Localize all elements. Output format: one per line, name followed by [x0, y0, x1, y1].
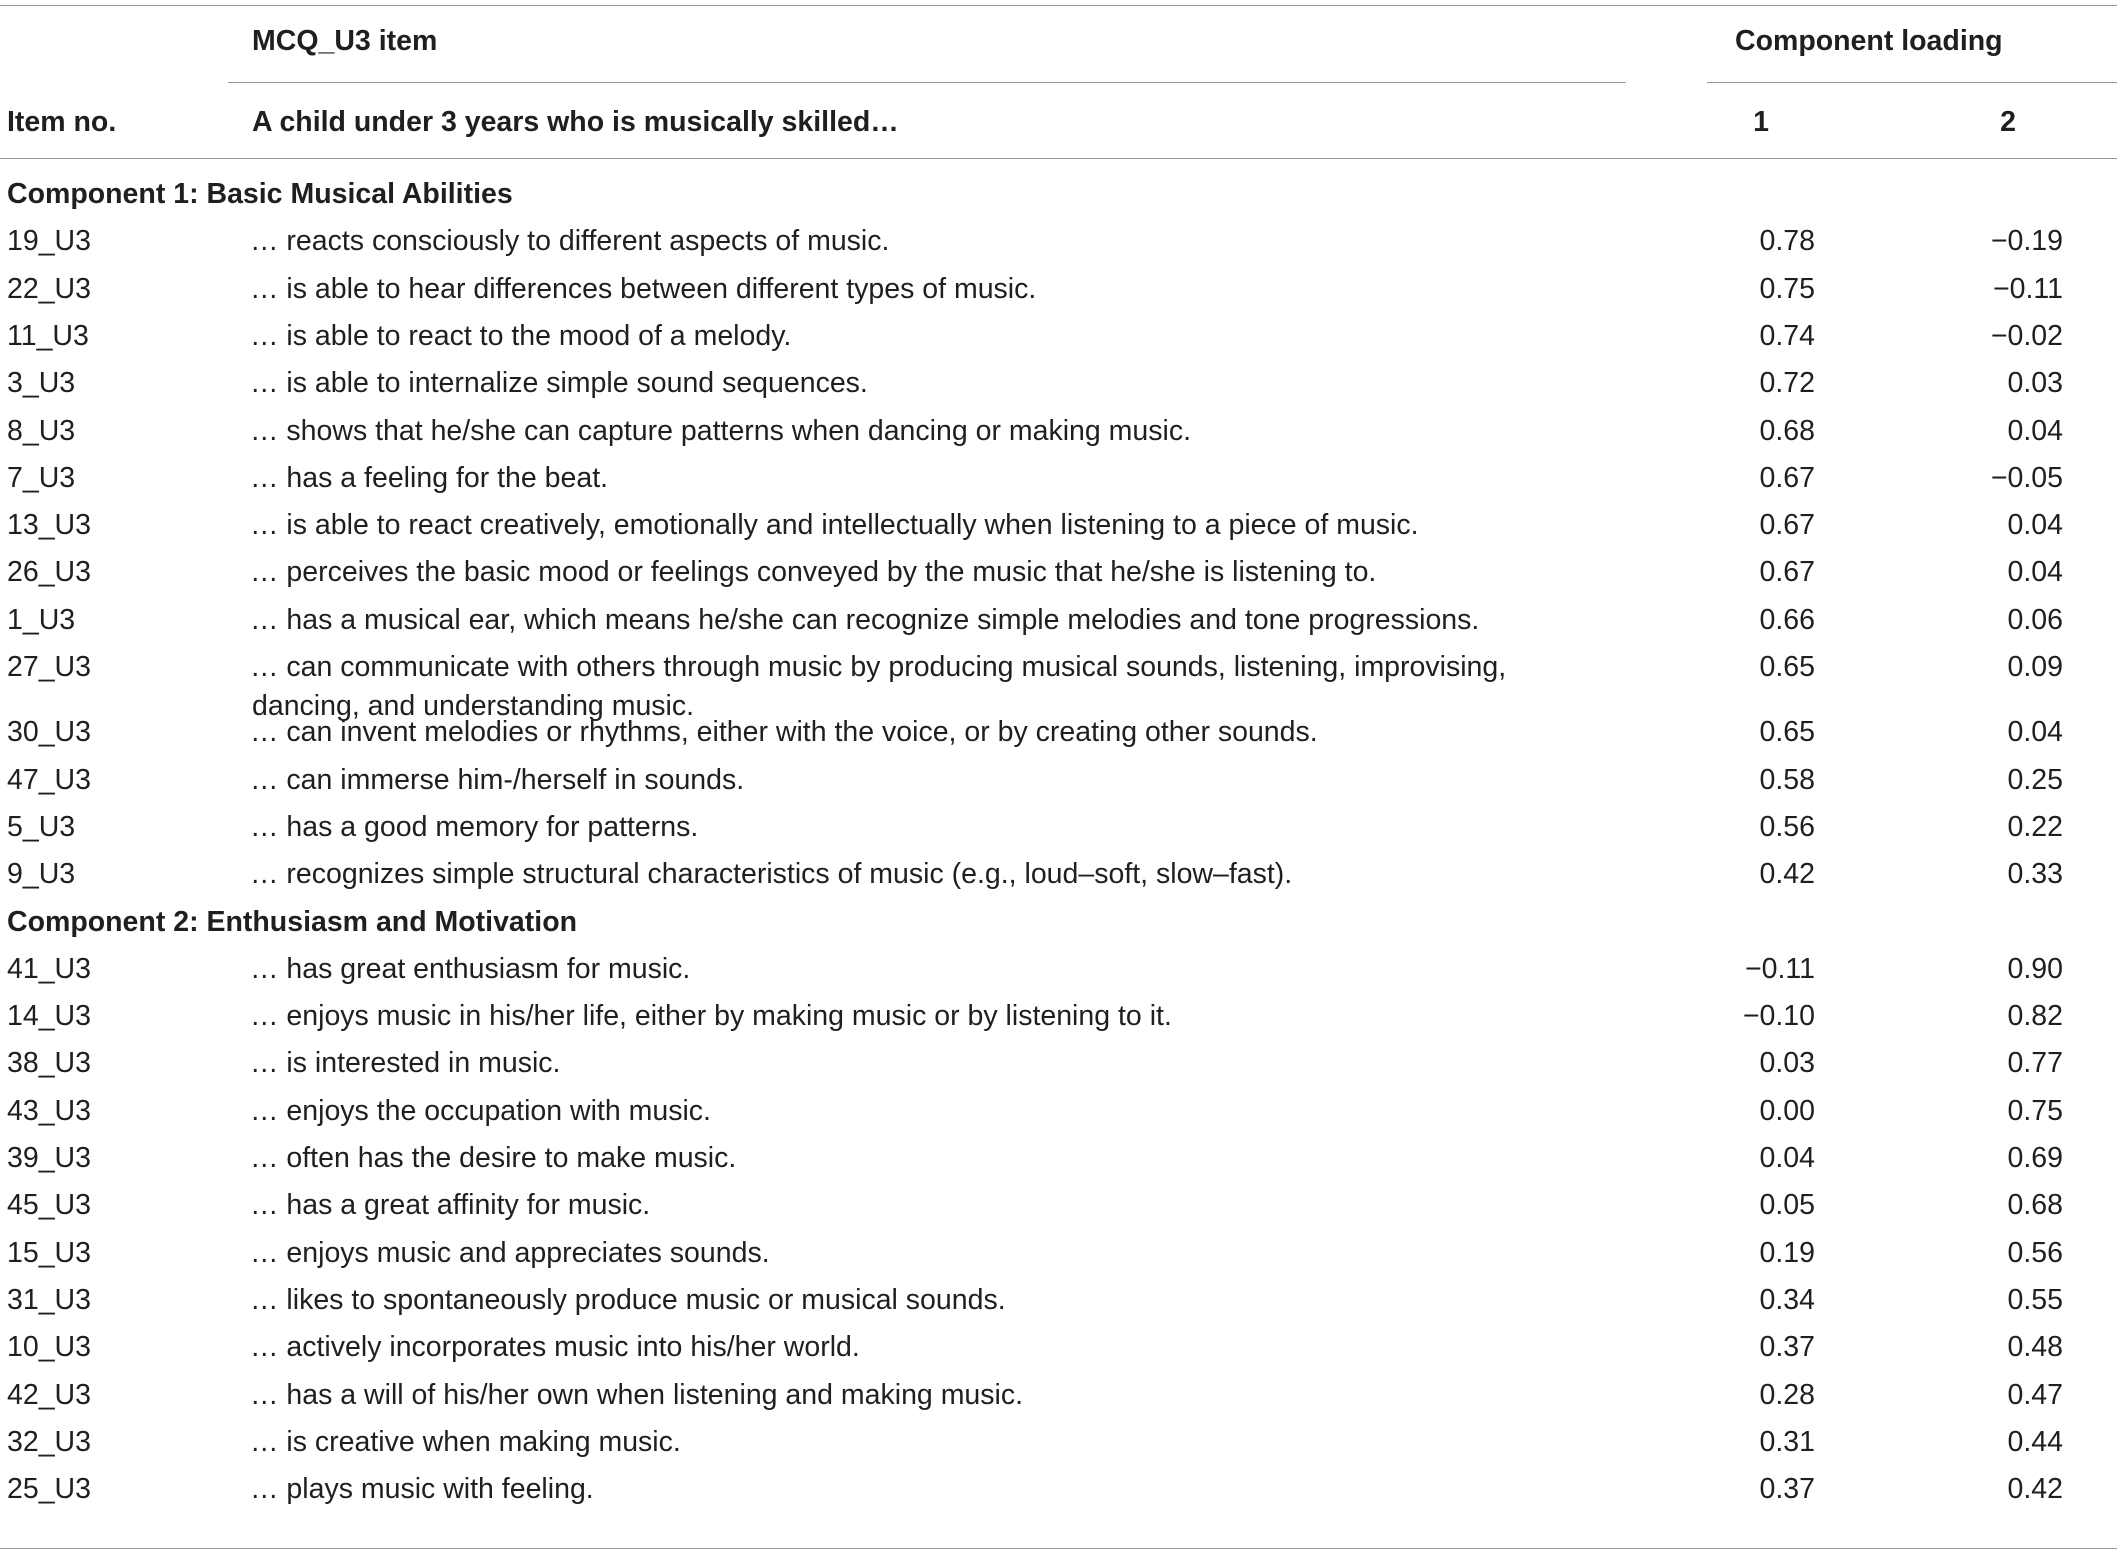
table-row [0, 1423, 2117, 1470]
item-number: 15_U3 [7, 1236, 91, 1269]
loading-value: 0.04 [2007, 716, 2063, 749]
table-row [0, 1092, 2117, 1139]
table-row [0, 1234, 2117, 1281]
table-row [0, 317, 2117, 364]
table-row [0, 808, 2117, 855]
header-item-stem: A child under 3 years who is musically skilled… [252, 106, 899, 138]
item-number: 7_U3 [7, 461, 76, 494]
item-number: 45_U3 [7, 1189, 91, 1222]
loading-value: 0.04 [2007, 414, 2063, 447]
loading-value: 0.03 [1759, 1047, 1815, 1080]
item-number: 31_U3 [7, 1283, 91, 1316]
table-row [0, 648, 2117, 722]
loading-value: 0.37 [1759, 1331, 1815, 1364]
loading-value: 0.78 [1759, 225, 1815, 258]
loading-value: 0.55 [2007, 1283, 2063, 1316]
loading-value: 0.37 [1759, 1473, 1815, 1506]
item-number: 42_U3 [7, 1378, 91, 1411]
item-text: … has a great affinity for music. [250, 1189, 651, 1222]
item-number: 19_U3 [7, 225, 91, 258]
loading-value: 0.77 [2007, 1047, 2063, 1080]
item-text: … enjoys the occupation with music. [250, 1094, 711, 1127]
header-item-column-title: MCQ_U3 item [252, 25, 438, 57]
item-text: … often has the desire to make music. [250, 1142, 737, 1174]
item-number: 22_U3 [7, 272, 91, 305]
loading-value: 0.33 [2007, 858, 2063, 891]
loading-value: 0.05 [1759, 1189, 1815, 1222]
section-title: Component 1: Basic Musical Abilities [7, 178, 513, 210]
table-row [0, 855, 2117, 902]
table-bottom-rule [0, 1548, 2117, 1549]
item-text: … is able to react to the mood of a melody. [250, 319, 792, 352]
item-text: … has a will of his/her own when listening and making music. [250, 1378, 1024, 1411]
loading-value: 0.66 [1759, 603, 1815, 636]
table-row [0, 601, 2117, 648]
table-row [0, 761, 2117, 808]
item-text: … likes to spontaneously produce music or musical sounds. [250, 1283, 1006, 1316]
item-text: … can immerse him-/herself in sounds. [250, 763, 745, 796]
item-text: … has great enthusiasm for music. [250, 952, 691, 985]
table-row [0, 997, 2117, 1044]
table-row [0, 222, 2117, 269]
item-text: … can invent melodies or rhythms, either with the voice, or by creating other sounds. [250, 716, 1318, 749]
loading-value: 0.58 [1759, 763, 1815, 796]
loading-value: 0.09 [2007, 651, 2063, 683]
loading-value: 0.42 [2007, 1473, 2063, 1506]
header-component-1: 1 [1753, 106, 1769, 138]
loading-value: 0.48 [2007, 1331, 2063, 1364]
loading-value: 0.68 [1759, 414, 1815, 447]
item-text: … plays music with feeling. [250, 1473, 594, 1506]
table-row [0, 1281, 2117, 1328]
loading-value: 0.42 [1759, 858, 1815, 891]
item-text: … shows that he/she can capture patterns when dancing or making music. [250, 414, 1192, 447]
loading-value: 0.69 [2007, 1142, 2063, 1174]
item-number: 38_U3 [7, 1047, 91, 1080]
item-text: … has a feeling for the beat. [250, 461, 609, 494]
item-number: 32_U3 [7, 1425, 91, 1458]
loading-value: 0.72 [1759, 367, 1815, 400]
item-number: 3_U3 [7, 367, 76, 400]
header-component-2: 2 [2000, 106, 2016, 138]
loading-value: 0.65 [1759, 716, 1815, 749]
table-row [0, 364, 2117, 411]
item-text: … has a musical ear, which means he/she can recognize simple melodies and tone progressions. [250, 603, 1480, 636]
item-number: 9_U3 [7, 858, 76, 891]
loading-value: 0.28 [1759, 1378, 1815, 1411]
table-row [0, 270, 2117, 317]
item-number: 27_U3 [7, 651, 91, 683]
table-top-rule [0, 5, 2117, 6]
table-row [0, 1139, 2117, 1186]
section-title: Component 2: Enthusiasm and Motivation [7, 905, 578, 938]
loading-value: 0.82 [2007, 1000, 2063, 1033]
table-row [0, 1328, 2117, 1375]
table-row [0, 412, 2117, 459]
item-number: 10_U3 [7, 1331, 91, 1364]
item-text: … is able to internalize simple sound sequences. [250, 367, 868, 400]
loading-value: 0.22 [2007, 810, 2063, 843]
loading-value: 0.04 [2007, 556, 2063, 589]
loading-value: 0.00 [1759, 1094, 1815, 1127]
item-number: 47_U3 [7, 763, 91, 796]
loading-value: 0.67 [1759, 556, 1815, 589]
item-text: … is creative when making music. [250, 1425, 681, 1458]
loading-value: 0.67 [1759, 509, 1815, 542]
item-text: … is able to react creatively, emotionally and intellectually when listening to a piece of music. [250, 509, 1419, 542]
header-item-no: Item no. [7, 106, 117, 138]
table-row [0, 1470, 2117, 1517]
item-number: 11_U3 [7, 319, 89, 352]
loading-value: 0.56 [1759, 810, 1815, 843]
item-text: … perceives the basic mood or feelings conveyed by the music that he/she is listening to. [250, 556, 1377, 589]
item-number: 25_U3 [7, 1473, 91, 1506]
header-item-underline [228, 82, 1626, 83]
item-number: 13_U3 [7, 509, 91, 542]
table-row [0, 459, 2117, 506]
table-row [0, 1044, 2117, 1091]
item-number: 30_U3 [7, 716, 91, 749]
item-text: … actively incorporates music into his/her world. [250, 1331, 860, 1364]
item-text: … reacts consciously to different aspects of music. [250, 225, 890, 258]
item-text: … has a good memory for patterns. [250, 810, 699, 843]
item-text: … enjoys music in his/her life, either by making music or by listening to it. [250, 1000, 1172, 1033]
loading-value: 0.68 [2007, 1189, 2063, 1222]
loading-value: 0.56 [2007, 1236, 2063, 1269]
loading-value: −0.11 [1993, 272, 2063, 305]
table-row [0, 713, 2117, 760]
item-number: 1_U3 [7, 603, 76, 636]
item-text: … is able to hear differences between different types of music. [250, 272, 1037, 305]
loading-value: 0.74 [1759, 319, 1815, 352]
item-text: … recognizes simple structural characteristics of music (e.g., loud–soft, slow–fast). [250, 858, 1293, 891]
item-text: … can communicate with others through music by producing musical sounds, listening, improvising, dancing, and understanding music. [250, 651, 1507, 722]
item-text: … enjoys music and appreciates sounds. [250, 1236, 770, 1269]
loading-value: 0.67 [1759, 461, 1815, 494]
loading-value: 0.06 [2007, 603, 2063, 636]
item-number: 41_U3 [7, 952, 91, 985]
loading-value: 0.03 [2007, 367, 2063, 400]
loading-value: 0.34 [1759, 1283, 1815, 1316]
loading-value: 0.44 [2007, 1425, 2063, 1458]
loading-value: 0.25 [2007, 763, 2063, 796]
loading-value: −0.05 [1990, 461, 2063, 494]
table-row [0, 553, 2117, 600]
loading-value: 0.65 [1759, 651, 1815, 683]
header-loading-column-title: Component loading [1735, 25, 2003, 57]
table-row [0, 950, 2117, 997]
loading-value: 0.19 [1759, 1236, 1815, 1269]
item-number: 43_U3 [7, 1094, 91, 1127]
loading-value: −0.10 [1742, 1000, 1815, 1033]
loading-value: 0.75 [2007, 1094, 2063, 1127]
loading-value: 0.04 [1759, 1142, 1815, 1174]
loading-value: 0.47 [2007, 1378, 2063, 1411]
item-number: 5_U3 [7, 810, 76, 843]
header-loading-underline [1707, 82, 2117, 83]
loading-value: 0.75 [1759, 272, 1815, 305]
loading-value: −0.02 [1990, 319, 2063, 352]
loading-value: 0.04 [2007, 509, 2063, 542]
loading-value: 0.90 [2007, 952, 2063, 985]
table-row [0, 1186, 2117, 1233]
item-number: 39_U3 [7, 1142, 91, 1174]
table-row [0, 506, 2117, 553]
item-number: 26_U3 [7, 556, 91, 589]
item-number: 14_U3 [7, 1000, 91, 1033]
loading-value: −0.11 [1745, 952, 1815, 985]
loading-value: −0.19 [1990, 225, 2063, 258]
loading-value: 0.31 [1759, 1425, 1815, 1458]
table-row [0, 1376, 2117, 1423]
item-text: … is interested in music. [250, 1047, 561, 1080]
item-number: 8_U3 [7, 414, 76, 447]
header-bottom-rule [0, 158, 2117, 159]
